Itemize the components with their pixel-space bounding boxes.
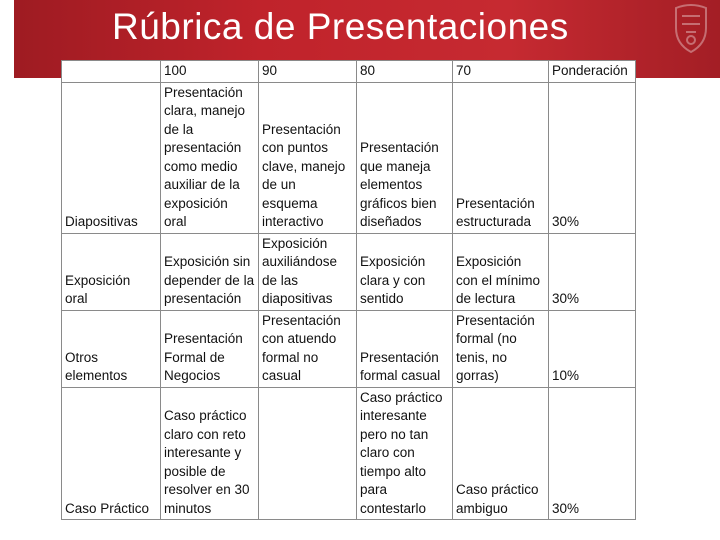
table-row	[62, 233, 636, 310]
score-header-70: 70	[453, 61, 549, 83]
weight-cell: 30%	[549, 82, 636, 233]
score-100-cell: Presentación Formal de Negocios	[161, 310, 259, 387]
score-90-cell: Presentación con atuendo formal no casual	[259, 310, 357, 387]
weight-cell: 30%	[549, 387, 636, 520]
criterion-cell: Diapositivas	[62, 82, 161, 233]
score-70-cell: Caso práctico ambiguo	[453, 387, 549, 520]
score-header-80: 80	[357, 61, 453, 83]
criterion-cell: Otros elementos	[62, 310, 161, 387]
university-crest-icon	[668, 2, 714, 54]
header-row	[62, 61, 636, 83]
score-90-cell	[259, 387, 357, 520]
score-70-cell: Exposición con el mínimo de lectura	[453, 233, 549, 310]
weight-header: Ponderación	[549, 61, 636, 83]
criterion-cell: Caso Práctico	[62, 387, 161, 520]
score-80-cell: Presentación que maneja elementos gráficos bien diseñados	[357, 82, 453, 233]
table-row	[62, 82, 636, 233]
criterion-header	[62, 61, 161, 83]
score-70-cell: Presentación formal (no tenis, no gorras)	[453, 310, 549, 387]
score-header-90: 90	[259, 61, 357, 83]
score-70-cell: Presentación estructurada	[453, 82, 549, 233]
weight-cell: 10%	[549, 310, 636, 387]
table-row	[62, 387, 636, 520]
score-80-cell: Exposición clara y con sentido	[357, 233, 453, 310]
score-header-100: 100	[161, 61, 259, 83]
score-80-cell: Presentación formal casual	[357, 310, 453, 387]
table-row	[62, 310, 636, 387]
score-100-cell: Exposición sin depender de la presentación	[161, 233, 259, 310]
rubric-table	[61, 60, 636, 520]
slide-title: Rúbrica de Presentaciones	[112, 6, 569, 47]
score-100-cell: Caso práctico claro con reto interesante y posible de resolver en 30 minutos	[161, 387, 259, 520]
score-100-cell: Presentación clara, manejo de la presentación como medio auxiliar de la exposición oral	[161, 82, 259, 233]
criterion-cell: Exposición oral	[62, 233, 161, 310]
score-80-cell: Caso práctico interesante pero no tan claro con tiempo alto para contestarlo	[357, 387, 453, 520]
score-90-cell: Presentación con puntos clave, manejo de un esquema interactivo	[259, 82, 357, 233]
weight-cell: 30%	[549, 233, 636, 310]
score-90-cell: Exposición auxiliándose de las diapositivas	[259, 233, 357, 310]
